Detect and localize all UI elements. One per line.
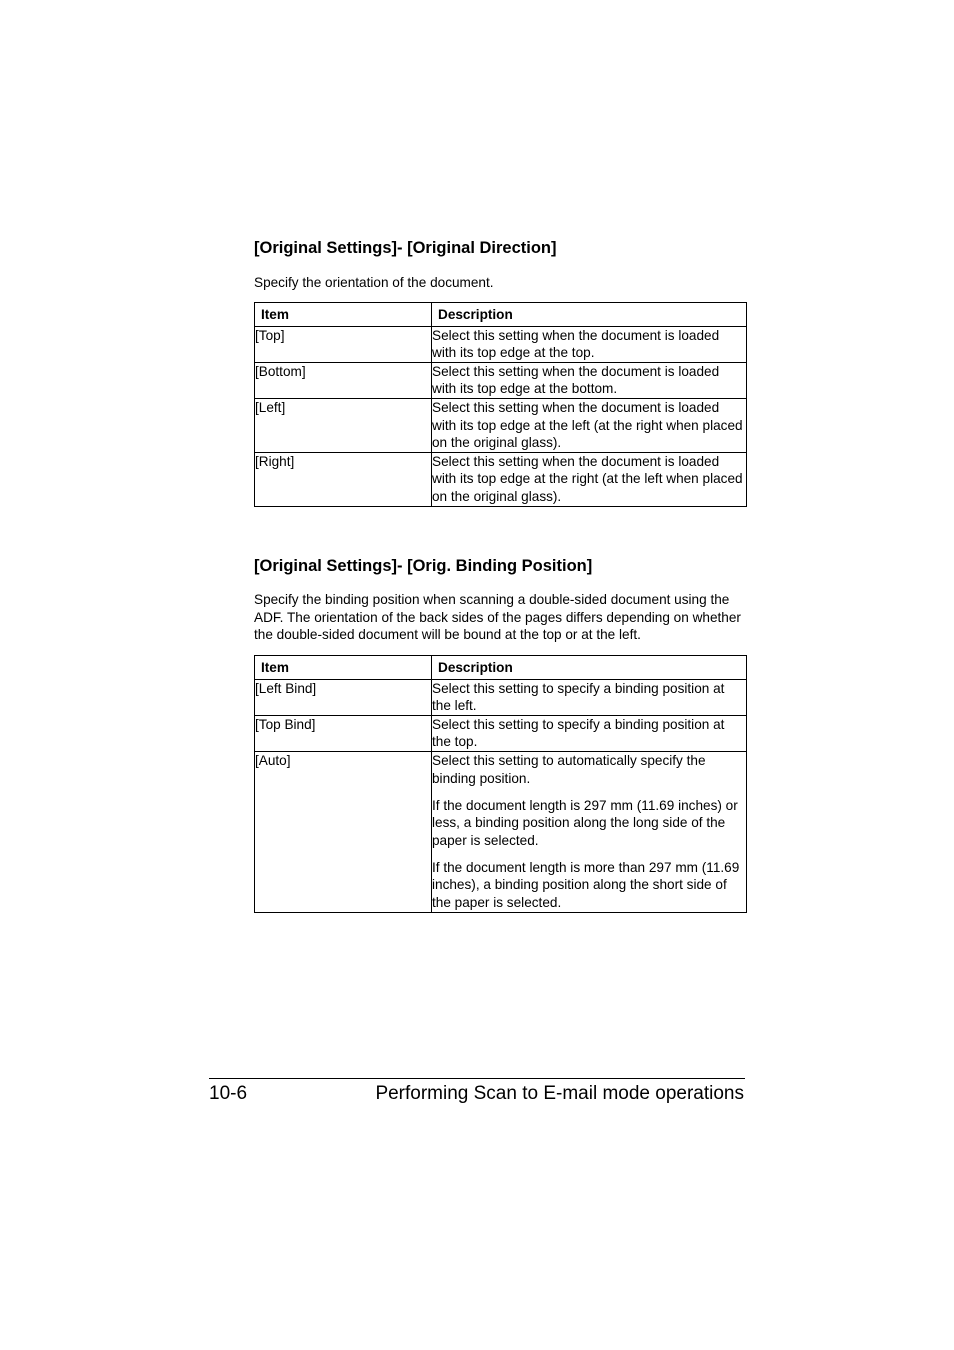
row-description xyxy=(432,362,747,398)
row-item: [Top] xyxy=(255,326,432,362)
original-direction-table xyxy=(254,302,747,507)
description-paragraph: If the document length is more than 297 mm (11.69 inches), a binding position along the short side of the paper is selected. xyxy=(432,859,740,910)
description-paragraph: Select this setting to automatically specify the binding position. xyxy=(432,752,706,786)
row-item: [Right] xyxy=(255,452,432,506)
table-row xyxy=(255,452,747,506)
row-item: [Bottom] xyxy=(255,362,432,398)
description-paragraph: Select this setting to specify a binding position at the left. xyxy=(432,680,725,714)
table-row xyxy=(255,715,747,751)
row-description xyxy=(432,715,747,751)
row-item: [Left] xyxy=(255,398,432,452)
table-row xyxy=(255,679,747,715)
description-paragraph: Select this setting when the document is loaded with its top edge at the top. xyxy=(432,327,720,361)
column-header-item: Item xyxy=(255,303,432,327)
row-item: [Auto] xyxy=(255,751,432,912)
row-description xyxy=(432,398,747,452)
description-paragraph: Select this setting when the document is loaded with its top edge at the right (at the left when placed on the original glass). xyxy=(432,453,743,504)
row-item: [Left Bind] xyxy=(255,679,432,715)
description-paragraph: Select this setting to specify a binding position at the top. xyxy=(432,716,725,750)
row-description xyxy=(432,326,747,362)
section-heading-binding-position: [Original Settings]- [Orig. Binding Position] xyxy=(254,557,593,575)
description-paragraph: Select this setting when the document is loaded with its top edge at the left (at the right when placed on the original glass). xyxy=(432,399,743,451)
footer-divider xyxy=(209,1078,745,1079)
column-header-description: Description xyxy=(432,303,747,327)
table-row xyxy=(255,398,747,452)
chapter-title: Performing Scan to E-mail mode operations xyxy=(375,1083,744,1104)
row-item: [Top Bind] xyxy=(255,715,432,751)
description-paragraph: Select this setting when the document is loaded with its top edge at the bottom. xyxy=(432,363,720,397)
table-row xyxy=(255,362,747,398)
table-row xyxy=(255,751,747,912)
binding-position-table xyxy=(254,655,747,913)
row-description xyxy=(432,751,747,912)
table-header-row xyxy=(255,656,747,680)
table-header-row xyxy=(255,303,747,327)
table-row xyxy=(255,326,747,362)
column-header-description: Description xyxy=(432,656,747,680)
column-header-item: Item xyxy=(255,656,432,680)
row-description xyxy=(432,679,747,715)
description-paragraph: If the document length is 297 mm (11.69 inches) or less, a binding position along the long side of the paper is selected. xyxy=(432,797,738,848)
section-heading-original-direction: [Original Settings]- [Original Direction] xyxy=(254,239,557,257)
page-number: 10-6 xyxy=(209,1083,248,1104)
section-intro-binding-position: Specify the binding position when scanning a double-sided document using the ADF. The orientation of the back sides of the pages differs depending on whether the double-sided document will be bound at the top or at the left. xyxy=(254,592,741,643)
row-description xyxy=(432,452,747,506)
section-intro-original-direction: Specify the orientation of the document. xyxy=(254,275,494,290)
